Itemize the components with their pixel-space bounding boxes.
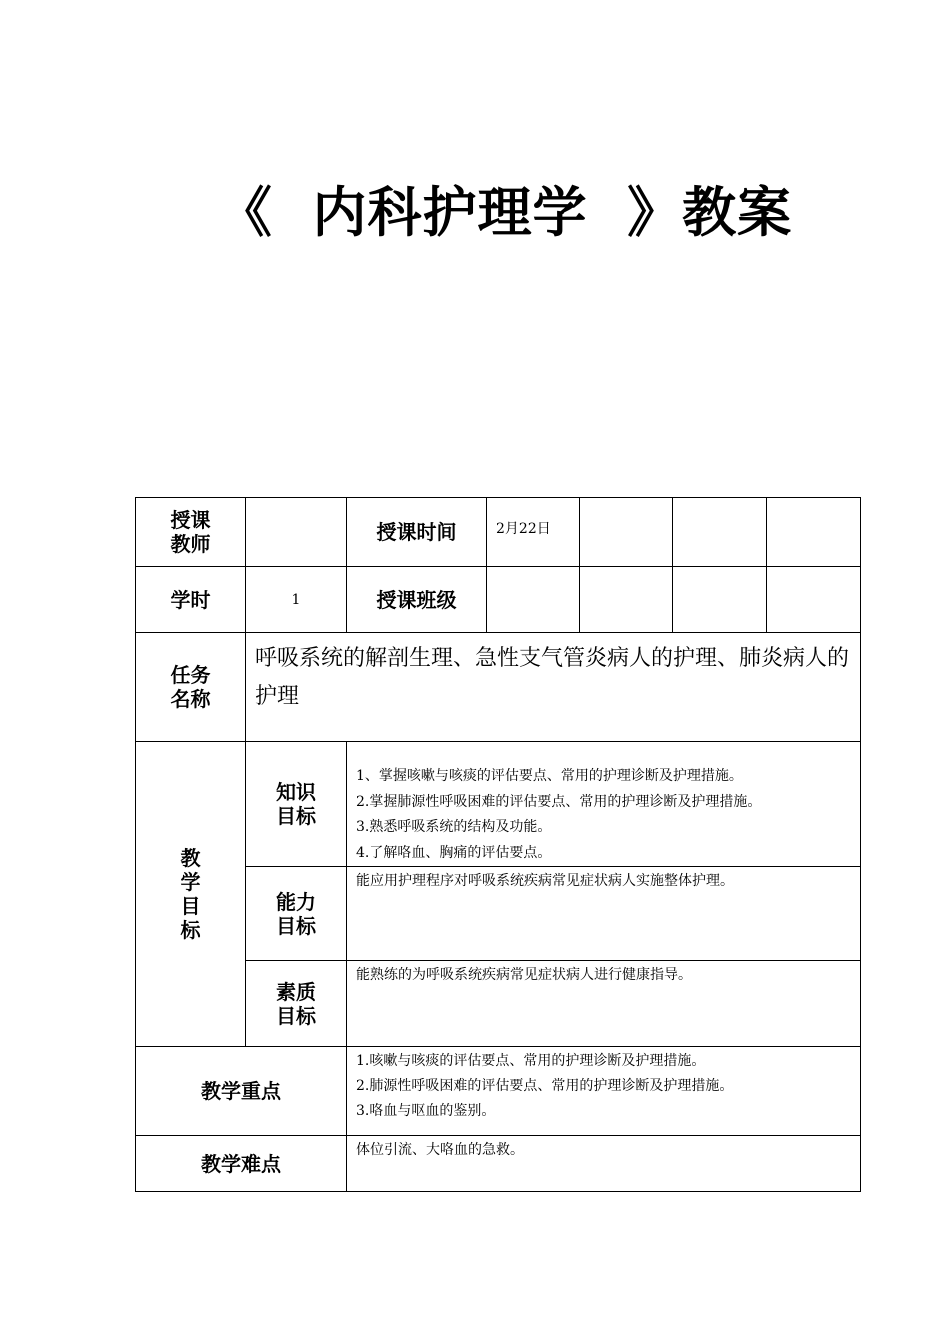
row-hours xyxy=(136,567,861,633)
teaching-goals-label: 教 学 目 标 xyxy=(136,742,246,1047)
document-title: 《 内科护理学 》教案 xyxy=(217,181,793,244)
ability-goal-value: 能应用护理程序对呼吸系统疾病常见症状病人实施整体护理。 xyxy=(347,867,861,961)
row-key-points xyxy=(136,1047,861,1136)
key-point-item: 3.咯血与呕血的鉴别。 xyxy=(356,1103,496,1119)
lesson-plan-table xyxy=(135,497,861,1192)
knowledge-goal-label: 知识 目标 xyxy=(246,742,347,867)
difficult-points-value: 体位引流、大咯血的急救。 xyxy=(347,1136,861,1192)
difficult-points-label: 教学难点 xyxy=(136,1136,347,1192)
row-knowledge-goal xyxy=(136,742,861,867)
class-value xyxy=(487,567,580,633)
key-point-item: 2.肺源性呼吸困难的评估要点、常用的护理诊断及护理措施。 xyxy=(356,1078,734,1094)
empty-cell xyxy=(580,567,673,633)
key-points-list xyxy=(347,1047,861,1136)
key-point-item: 1.咳嗽与咳痰的评估要点、常用的护理诊断及护理措施。 xyxy=(356,1053,706,1069)
row-task xyxy=(136,633,861,742)
teacher-value xyxy=(246,498,347,567)
empty-cell xyxy=(767,498,861,567)
empty-cell xyxy=(580,498,673,567)
quality-goal-label: 素质 目标 xyxy=(246,961,347,1047)
task-label: 任务 名称 xyxy=(136,633,246,742)
time-value: 2月22日 xyxy=(487,498,580,567)
ability-goal-label: 能力 目标 xyxy=(246,867,347,961)
knowledge-goal-item: 1、掌握咳嗽与咳痰的评估要点、常用的护理诊断及护理措施。 xyxy=(356,768,743,784)
knowledge-goal-item: 4.了解咯血、胸痛的评估要点。 xyxy=(356,844,552,861)
teacher-label: 授课 教师 xyxy=(136,498,246,567)
knowledge-goal-list xyxy=(347,742,861,867)
row-teacher xyxy=(136,498,861,567)
class-label: 授课班级 xyxy=(347,567,487,633)
knowledge-goal-item: 3.熟悉呼吸系统的结构及功能。 xyxy=(356,819,552,835)
empty-cell xyxy=(673,567,767,633)
time-label: 授课时间 xyxy=(347,498,487,567)
task-value: 呼吸系统的解剖生理、急性支气管炎病人的护理、肺炎病人的护理 xyxy=(246,633,861,742)
row-difficult-points xyxy=(136,1136,861,1192)
key-points-label: 教学重点 xyxy=(136,1047,347,1136)
quality-goal-value: 能熟练的为呼吸系统疾病常见症状病人进行健康指导。 xyxy=(347,961,861,1047)
hours-value: 1 xyxy=(246,567,347,633)
hours-label: 学时 xyxy=(136,567,246,633)
empty-cell xyxy=(767,567,861,633)
empty-cell xyxy=(673,498,767,567)
knowledge-goal-item: 2.掌握肺源性呼吸困难的评估要点、常用的护理诊断及护理措施。 xyxy=(356,793,762,810)
